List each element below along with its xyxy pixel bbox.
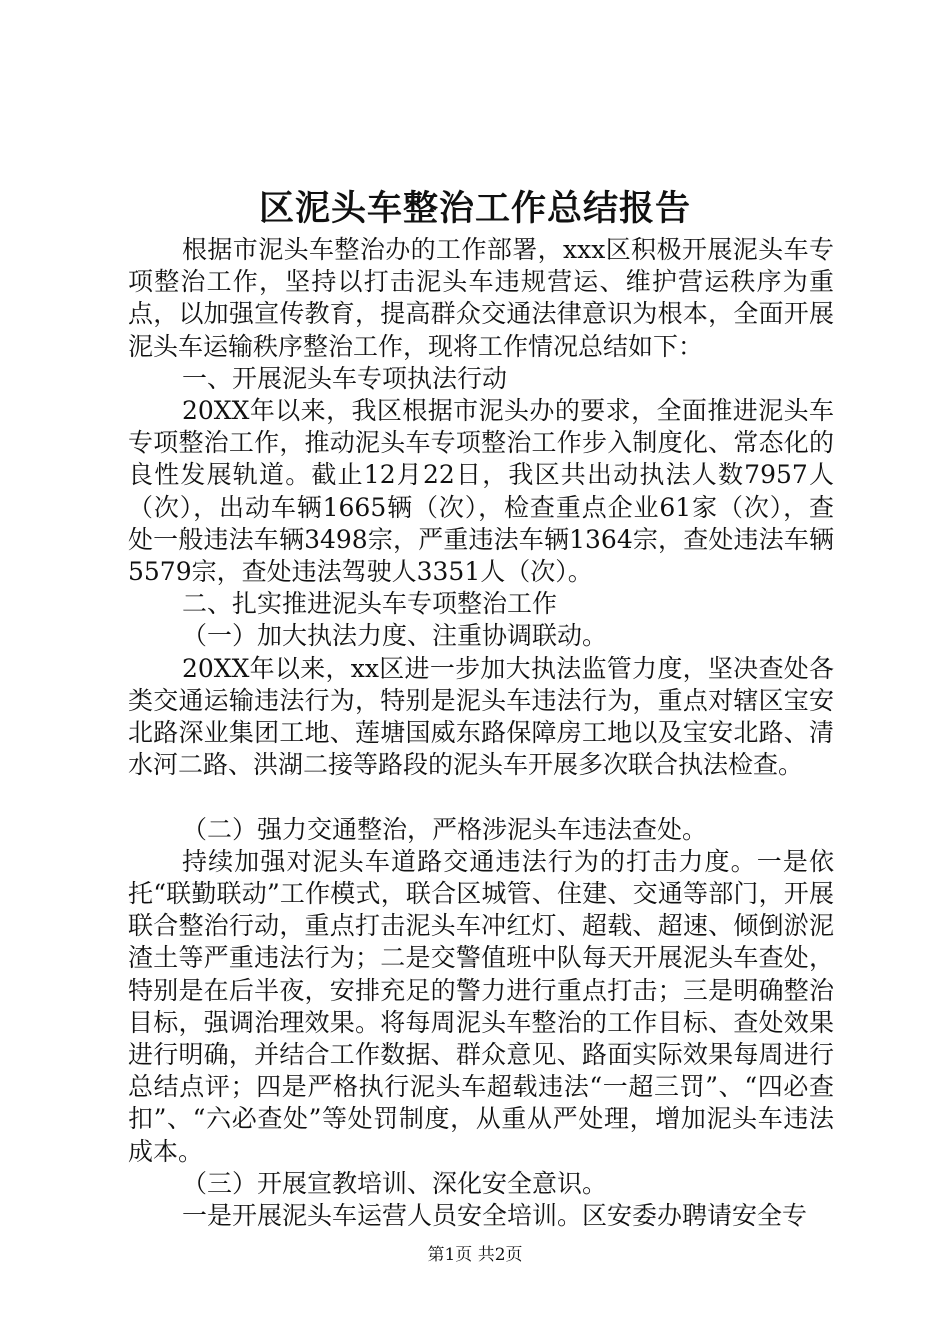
subsection-heading-3: （三）开展宣教培训、深化安全意识。 <box>182 1168 608 1198</box>
section-heading-1: 一、开展泥头车专项执法行动 <box>182 363 508 393</box>
subsection-1-paragraph: 20XX年以来，xx区进一步加大执法监管力度，坚决查处各类交通运输违法行为，特别是泥头车违法行为，重点对辖区宝安北路深业集团工地、莲塘国威东路保障房工地以及宝安北路、清水河二路、洪湖二接等路段的泥头车开展多次联合执法检查。 <box>128 653 834 780</box>
subsection-2-paragraph: 持续加强对泥头车道路交通违法行为的打击力度。一是依托“联勤联动”工作模式，联合区城管、住建、交通等部门，开展联合整治行动，重点打击泥头车冲红灯、超载、超速、倾倒淤泥渣土等严重违法行为；二是交警值班中队每天开展泥头车查处，特别是在后半夜，安排充足的警力进行重点打击；三是明确整治目标，强调治理效果。将每周泥头车整治的工作目标、查处效果进行明确，并结合工作数据、群众意见、路面实际效果每周进行总结点评；四是严格执行泥头车超载违法“一超三罚”、“四必查扣”、“六必查处”等处罚制度，从重从严处理，增加泥头车违法成本。 <box>128 846 834 1166</box>
document-body <box>128 234 834 1232</box>
section-1-paragraph: 20XX年以来，我区根据市泥头办的要求，全面推进泥头车专项整治工作，推动泥头车专项整治工作步入制度化、常态化的良性发展轨道。截止12月22日，我区共出动执法人数7957人（次），出动车辆1665辆（次），检查重点企业61家（次），查处一般违法车辆3498宗，严重违法车辆1364宗，查处违法车辆5579宗，查处违法驾驶人3351人（次）。 <box>128 396 834 587</box>
blank-line <box>128 781 834 813</box>
subsection-heading-2: （二）强力交通整治，严格涉泥头车违法查处。 <box>182 814 708 844</box>
page-number: 第1页 共2页 <box>427 1245 523 1265</box>
section-heading-2: 二、扎实推进泥头车专项整治工作 <box>182 589 558 619</box>
document-title: 区泥头车整治工作总结报告 <box>258 188 691 229</box>
intro-paragraph: 根据市泥头车整治办的工作部署，xxx区积极开展泥头车专项整治工作，坚持以打击泥头车违规营运、维护营运秩序为重点，以加强宣传教育，提高群众交通法律意识为根本，全面开展泥头车运输秩序整治工作，现将工作情况总结如下： <box>128 235 834 361</box>
subsection-heading-1: （一）加大执法力度、注重协调联动。 <box>182 621 608 651</box>
subsection-3-paragraph: 一是开展泥头车运营人员安全培训。区安委办聘请安全专 <box>182 1201 808 1231</box>
